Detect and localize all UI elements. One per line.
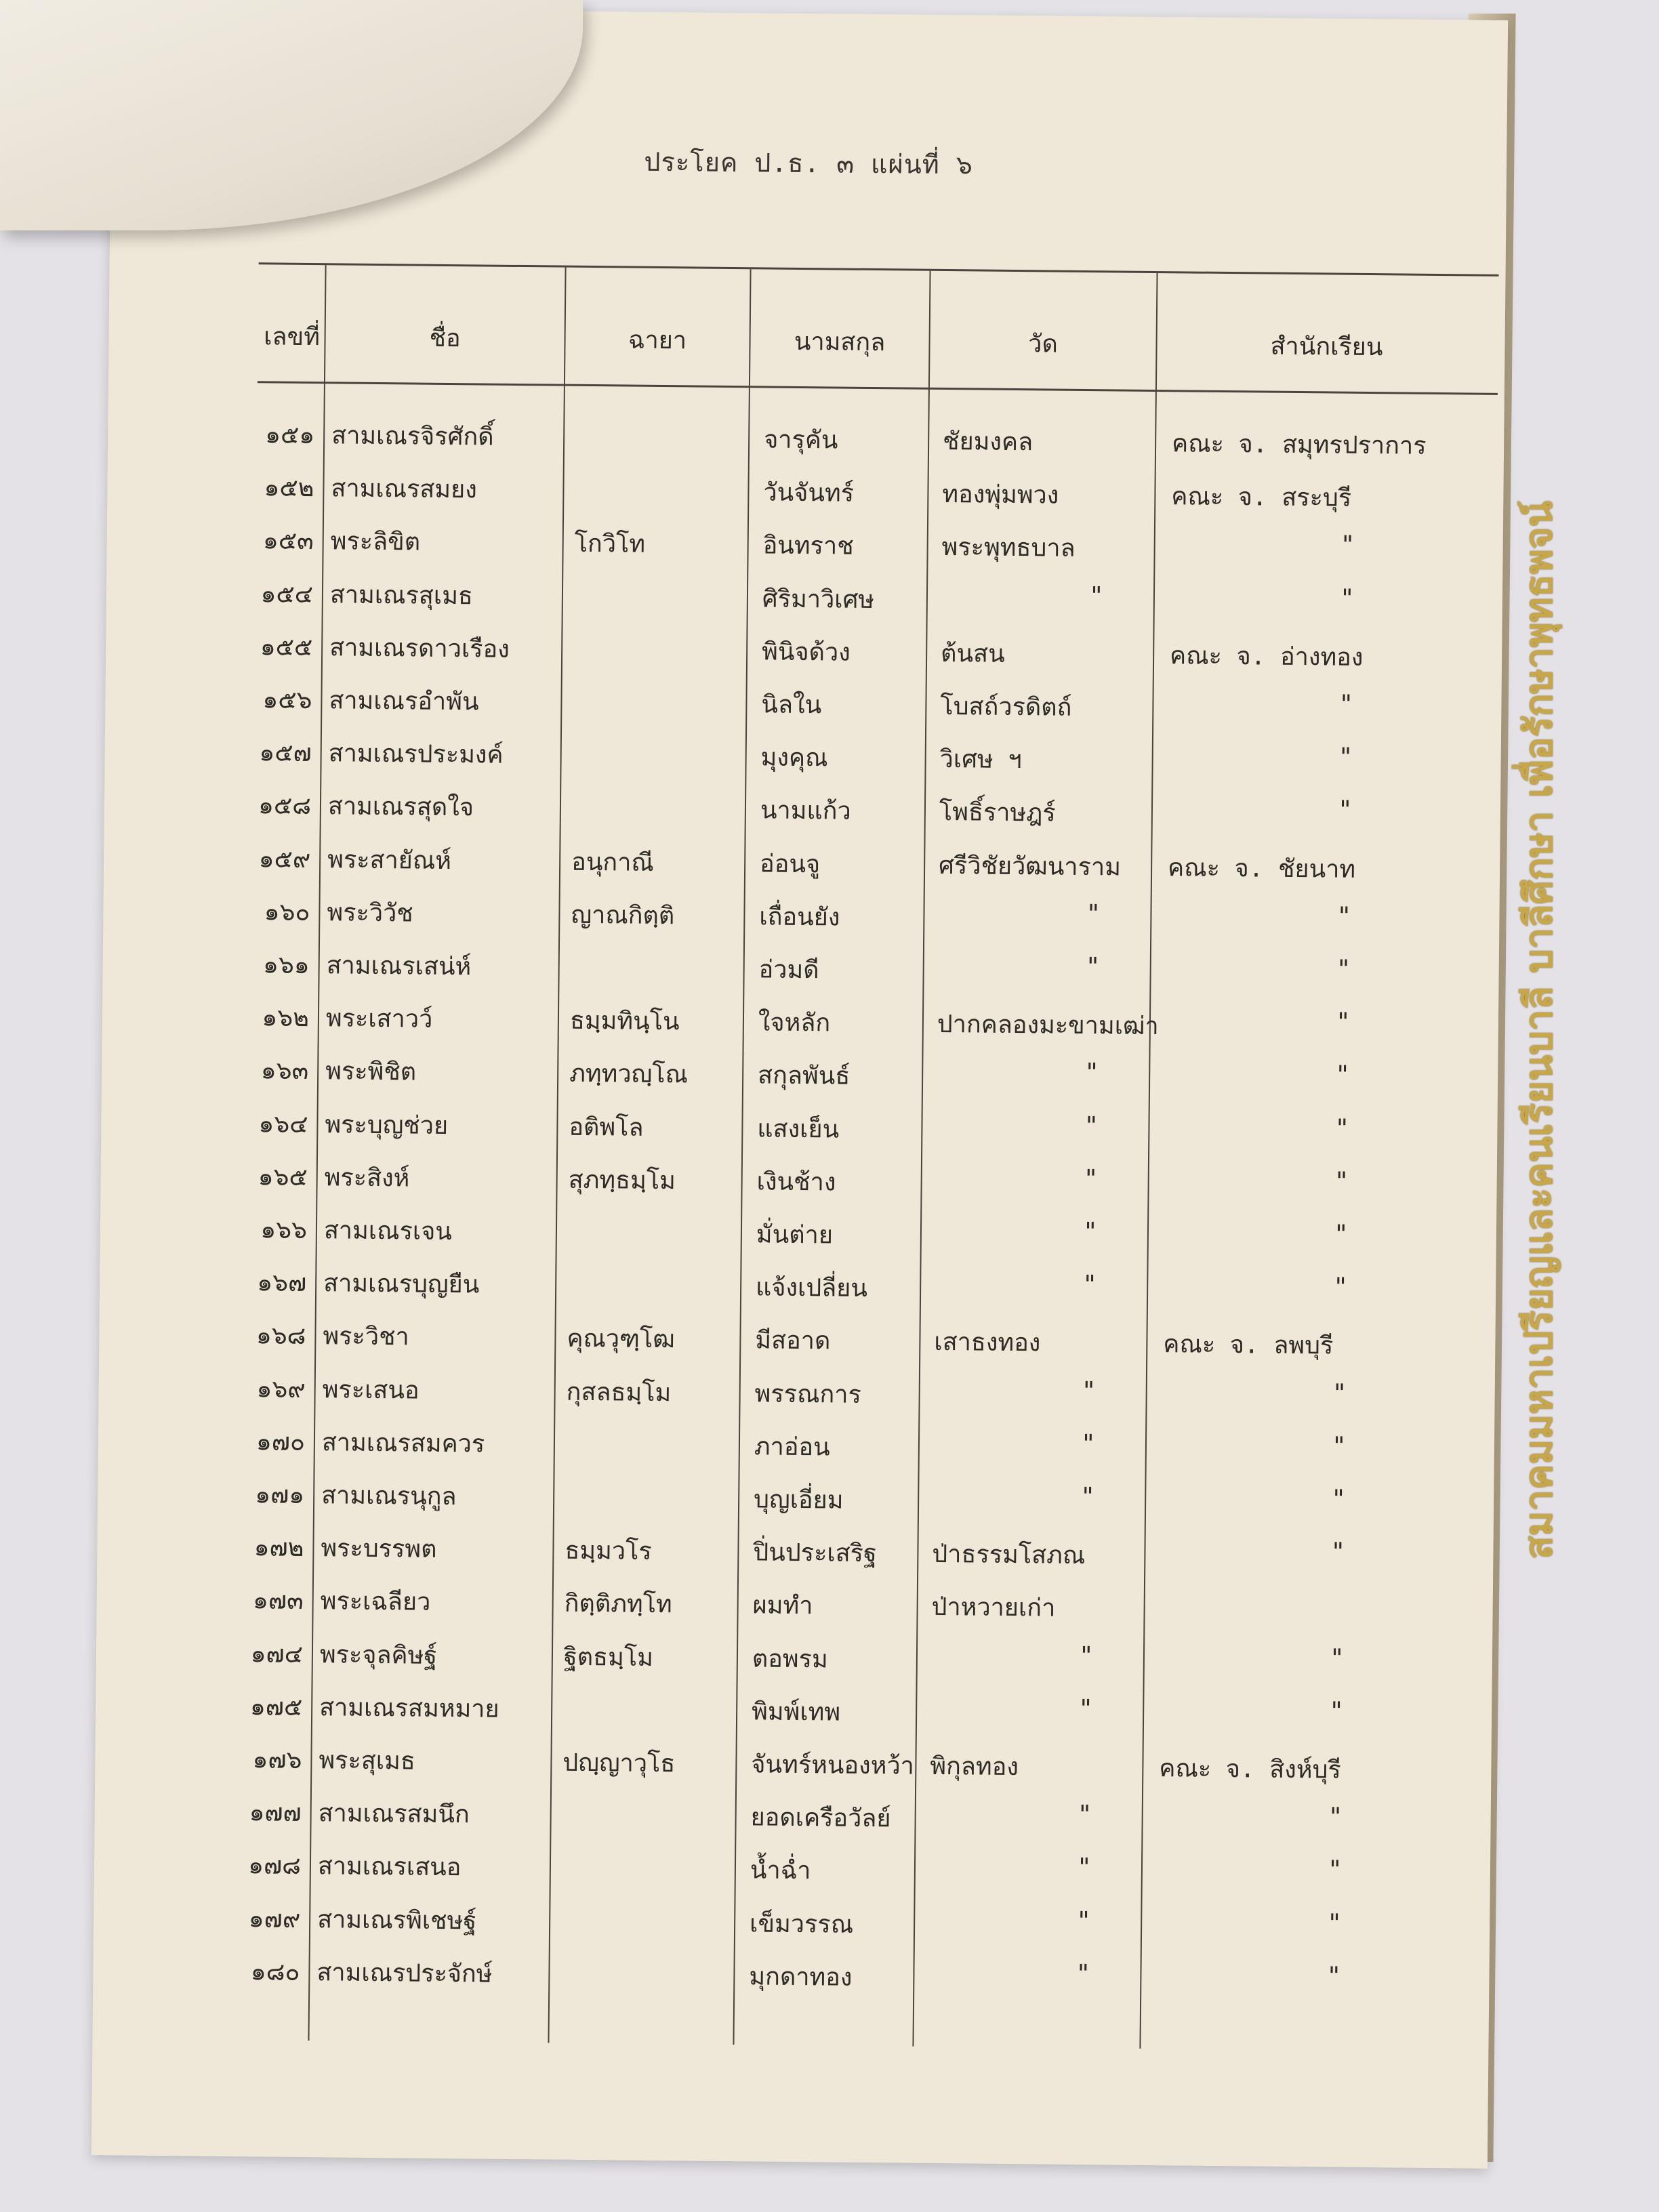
row-name: สามเณรจิรศักดิ์	[331, 422, 494, 451]
row-surname: บุญเอี่ยม	[753, 1486, 844, 1515]
row-wat: พิกุลทอง	[930, 1752, 1019, 1782]
row-name: สามเณรนุกูล	[321, 1481, 457, 1511]
row-number: ๑๗๓	[252, 1586, 304, 1616]
row-wat: "	[1077, 1801, 1092, 1829]
row-name: พระวิชา	[323, 1322, 409, 1351]
row-name: พระสิงห์	[324, 1164, 410, 1193]
row-wat: "	[1084, 1111, 1099, 1140]
row-surname: น้ำฉ่ำ	[750, 1856, 811, 1885]
row-school: "	[1331, 1432, 1347, 1460]
row-surname: ยอดเครือวัลย์	[750, 1803, 891, 1833]
row-number: ๑๗๙	[248, 1904, 301, 1933]
row-name: พระจุลคิษฐ์	[319, 1640, 438, 1670]
row-name: พระสุเมธ	[319, 1746, 416, 1776]
row-wat: "	[1080, 1429, 1096, 1458]
row-chaya: ธมฺมทินฺโน	[569, 1006, 680, 1036]
row-wat: "	[1084, 1059, 1100, 1087]
row-school: "	[1338, 690, 1354, 718]
row-number: ๑๗๖	[252, 1746, 302, 1774]
row-number: ๑๖๙	[256, 1374, 306, 1404]
row-wat: "	[1076, 1853, 1092, 1882]
row-number: ๑๕๕	[260, 633, 313, 661]
row-school: คณะ จ. ลพบุรี	[1163, 1330, 1334, 1360]
row-wat: วิเศษ ฯ	[939, 745, 1022, 775]
row-name: สามเณรเสน่ห์	[326, 951, 472, 981]
row-wat: ต้นสน	[940, 639, 1005, 668]
row-wat: "	[1078, 1641, 1094, 1670]
row-number: ๑๗๔	[250, 1639, 304, 1668]
row-number: ๑๗๗	[249, 1799, 302, 1828]
row-wat: "	[1076, 1959, 1091, 1988]
row-wat: "	[1081, 1376, 1097, 1405]
row-surname: ปิ่นประเสริฐ	[753, 1538, 878, 1568]
row-chaya: กิตฺติภทฺโท	[564, 1590, 672, 1619]
row-chaya: ปญฺญาวุโธ	[562, 1748, 676, 1778]
row-surname: เถื่อนยัง	[759, 903, 840, 932]
row-school: "	[1330, 1538, 1346, 1566]
row-wat: ชัยมงคล	[942, 427, 1033, 457]
row-number: ๑๖๓	[260, 1057, 309, 1086]
watermark-text: สมาคมมหาเปรียญและคนเรียนบาลี บาลีศึกษา เพื่อรักษาพุทธพจน์	[1517, 501, 1561, 1559]
row-wat: "	[1086, 899, 1101, 928]
row-name: สามเณรดาวเรือง	[329, 634, 510, 663]
row-name: สามเณรประมงค์	[328, 739, 504, 769]
row-number: ๑๖๕	[258, 1163, 308, 1191]
row-school: "	[1337, 796, 1353, 825]
row-number: ๑๖๐	[264, 898, 310, 926]
row-number: ๑๕๔	[260, 579, 314, 609]
row-surname: พินิจด้วง	[761, 638, 851, 667]
page-title: ประโยค ป.ธ. ๓ แผ่นที่ ๖	[644, 146, 974, 180]
row-number: ๑๕๗	[259, 739, 312, 768]
row-number: ๑๕๓	[262, 527, 314, 556]
row-wat: ปากคลองมะขามเฒ่า	[937, 1010, 1159, 1041]
row-name: พระบรรพต	[321, 1534, 437, 1564]
row-wat: โพธิ์ราษฎร์	[939, 798, 1056, 827]
row-wat: "	[1085, 953, 1101, 981]
row-surname: พรรณการ	[754, 1379, 862, 1409]
row-school: คณะ จ. สมุทรปราการ	[1171, 430, 1427, 460]
row-name: พระเฉลียว	[320, 1587, 431, 1617]
row-number: ๑๖๖	[260, 1216, 308, 1245]
row-school: "	[1327, 1909, 1343, 1938]
row-name: สามเณรเสนอ	[317, 1852, 462, 1882]
row-name: สามเณรสุดใจ	[327, 792, 474, 822]
row-number: ๑๗๘	[248, 1851, 302, 1881]
row-number: ๑๕๑	[265, 421, 315, 450]
row-school: "	[1328, 1803, 1343, 1831]
row-name: สามเณรสมยง	[331, 474, 477, 504]
row-surname: มุกดาทอง	[749, 1963, 853, 1992]
row-school: "	[1327, 1856, 1343, 1885]
row-surname: มีสอาด	[755, 1326, 831, 1355]
row-school: "	[1329, 1697, 1345, 1725]
row-chaya: โกวิโท	[574, 530, 646, 559]
row-number: ๑๗๐	[255, 1428, 306, 1456]
row-name: สามเณรสมนึก	[318, 1799, 470, 1829]
header-school: สำนักเรียน	[1270, 332, 1383, 362]
row-surname: ผมทำ	[752, 1591, 813, 1620]
row-surname: อ่วมดี	[758, 956, 819, 985]
row-name: สามเณรเจน	[323, 1216, 453, 1246]
header-name: ชื่อ	[429, 324, 461, 353]
row-school: "	[1333, 1220, 1349, 1248]
row-number: ๑๖๑	[262, 951, 310, 980]
row-surname: แจ้งเปลี่ยน	[755, 1273, 868, 1303]
header-surname: นามสกุล	[794, 327, 886, 357]
row-name: สามเณรสมหมาย	[319, 1694, 499, 1723]
row-chaya: สุภทฺธมฺโม	[568, 1166, 676, 1195]
row-wat: เสาธงทอง	[934, 1328, 1041, 1357]
row-wat: "	[1082, 1271, 1098, 1299]
row-wat: "	[1076, 1906, 1092, 1935]
row-school: "	[1335, 1008, 1351, 1036]
row-surname: เข็มวรรณ	[749, 1909, 854, 1939]
row-surname: พิมพ์เทพ	[751, 1698, 841, 1727]
row-surname: มั่นต่าย	[756, 1221, 834, 1250]
row-number: ๑๗๒	[253, 1534, 304, 1563]
row-school: "	[1336, 902, 1352, 930]
row-name: พระสายัณห์	[327, 845, 452, 875]
row-name: สามเณรสุเมธ	[329, 580, 474, 610]
header-number: เลขที่	[264, 323, 321, 352]
row-number: ๑๕๘	[258, 792, 312, 821]
row-name: สามเณรบุญยืน	[323, 1269, 480, 1299]
row-school: "	[1333, 1273, 1349, 1301]
row-name: พระพิชิต	[325, 1057, 417, 1086]
row-school: "	[1329, 1644, 1345, 1673]
row-surname: วันจันทร์	[763, 478, 855, 508]
row-school: "	[1340, 531, 1355, 560]
row-number: ๑๖๗	[257, 1269, 307, 1298]
row-wat: ป่าธรรมโสภณ	[932, 1540, 1086, 1570]
row-number: ๑๕๒	[264, 474, 314, 503]
row-surname: แสงเย็น	[757, 1114, 840, 1144]
row-school: "	[1336, 955, 1351, 983]
row-surname: สกุลพันธ์	[757, 1061, 851, 1091]
row-surname: นิลใน	[761, 691, 822, 720]
row-school: คณะ จ. ชัยนาท	[1167, 853, 1356, 884]
row-name: สามเณรพิเชษฐ์	[316, 1905, 477, 1936]
row-school: คณะ จ. สระบุรี	[1171, 483, 1352, 512]
row-surname: ภาอ่อน	[754, 1433, 830, 1462]
row-number: ๑๖๔	[258, 1109, 308, 1139]
row-wat: "	[1080, 1483, 1096, 1511]
row-chaya: คุณวุฑฺโฒ	[567, 1325, 676, 1354]
row-name: พระบุญช่วย	[325, 1110, 449, 1140]
row-name: สามเณรอำพัน	[329, 687, 479, 716]
row-chaya: ฐิตธมฺโม	[563, 1643, 654, 1672]
row-school: "	[1334, 1167, 1349, 1195]
row-number: ๑๖๒	[262, 1004, 310, 1033]
row-surname: เงินช้าง	[756, 1168, 836, 1197]
row-wat: "	[1083, 1164, 1099, 1193]
row-number: ๑๖๘	[255, 1322, 306, 1351]
row-wat: ทองพุ่มพวง	[942, 480, 1059, 510]
row-school: คณะ จ. อ่างทอง	[1169, 642, 1364, 672]
row-surname: นามแก้ว	[760, 796, 851, 826]
row-number: ๑๘๐	[250, 1958, 300, 1986]
row-school: "	[1334, 1114, 1350, 1143]
row-name: พระวิวัช	[327, 899, 413, 928]
row-surname: อ่อนจู	[759, 850, 821, 878]
row-wat: พระพุทธบาล	[941, 533, 1076, 563]
row-number: ๑๗๕	[249, 1693, 303, 1721]
row-chaya: อติพโล	[569, 1113, 644, 1142]
table-top-rule	[259, 262, 1499, 276]
document-page	[91, 7, 1508, 2169]
header-wat: วัด	[1028, 330, 1059, 359]
row-name: พระลิขิต	[330, 527, 421, 556]
row-school: "	[1331, 1485, 1347, 1513]
row-surname: ตอพรม	[752, 1644, 828, 1674]
row-name: สามเณรประจักษ์	[316, 1959, 493, 1988]
row-school: "	[1338, 743, 1353, 772]
row-school: คณะ จ. สิงห์บุรี	[1159, 1755, 1341, 1784]
table-header-rule	[258, 381, 1498, 395]
row-number: ๑๕๖	[262, 686, 312, 715]
row-surname: ใจหลัก	[758, 1008, 831, 1038]
row-wat: ป่าหวายเก่า	[931, 1593, 1056, 1623]
row-chaya: ธมฺมวโร	[565, 1536, 652, 1566]
row-wat: "	[1088, 581, 1104, 610]
row-number: ๑๕๙	[258, 844, 311, 874]
row-school: "	[1332, 1379, 1347, 1408]
row-school: "	[1339, 584, 1355, 613]
row-surname: จันทร์หนองหว้า	[751, 1750, 915, 1780]
row-name: พระเสนอ	[322, 1375, 419, 1405]
row-wat: "	[1078, 1694, 1094, 1723]
row-surname: ศิริมาวิเศษ	[762, 585, 875, 614]
row-school: "	[1335, 1061, 1351, 1090]
row-surname: จารุคัน	[763, 426, 838, 455]
row-name: พระเสาวว์	[325, 1004, 433, 1033]
row-chaya: กุสลธมฺโม	[566, 1378, 672, 1407]
row-surname: อินทราช	[762, 531, 854, 561]
row-surname: มุงคุณ	[760, 743, 828, 773]
row-chaya: ญาณกิตฺติ	[571, 901, 675, 930]
row-school: "	[1326, 1962, 1342, 1990]
row-wat: โบสถ์วรดิตถ์	[940, 692, 1072, 722]
row-number: ๑๗๑	[255, 1481, 305, 1510]
row-chaya: ภทฺทวญฺโณ	[569, 1060, 689, 1089]
row-chaya: อนุกาณี	[571, 848, 655, 877]
row-wat: ศรีวิชัยวัฒนาราม	[938, 851, 1122, 882]
row-wat: "	[1082, 1218, 1098, 1246]
header-chaya: ฉายา	[628, 326, 687, 355]
row-name: สามเณรสมควร	[321, 1429, 485, 1458]
